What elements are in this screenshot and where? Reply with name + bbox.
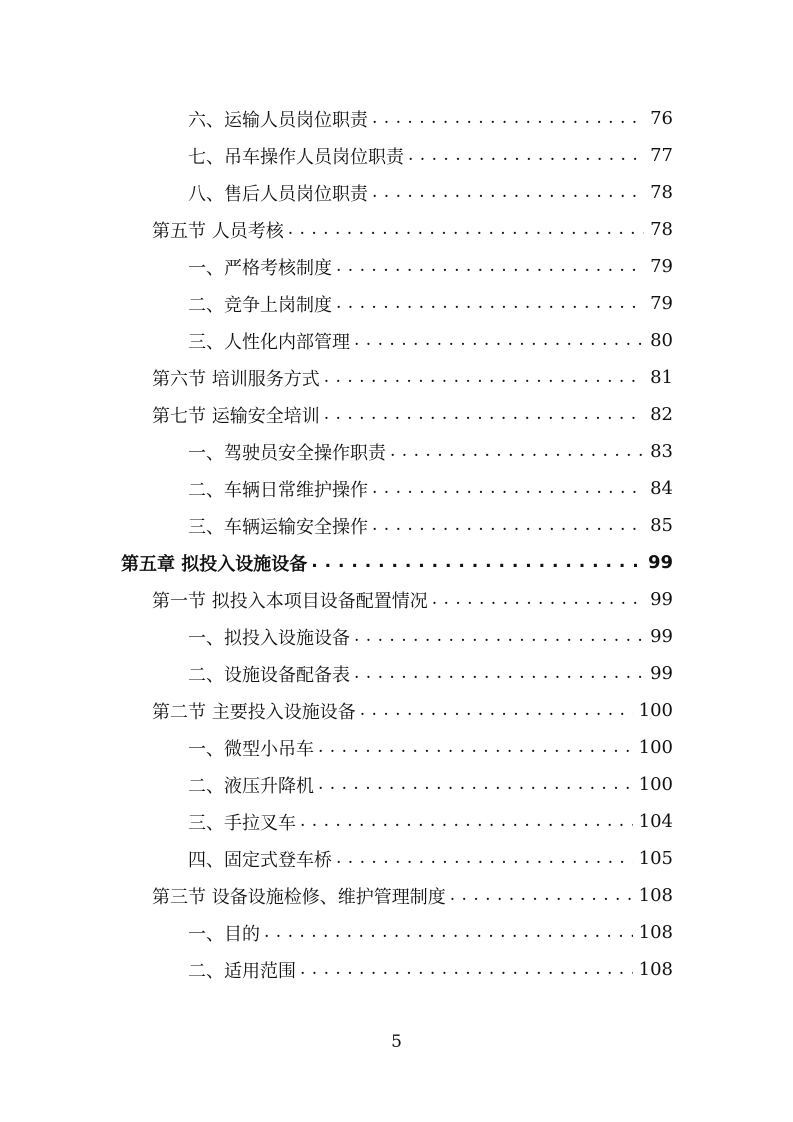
toc-entry[interactable]	[188, 840, 673, 877]
toc-entry-page: 100	[638, 700, 673, 721]
toc-entry[interactable]	[188, 766, 673, 803]
toc-entry-page: 78	[650, 182, 673, 203]
toc-entry[interactable]	[188, 655, 673, 692]
toc-leader-dots	[360, 701, 633, 721]
toc-entry-page: 78	[650, 219, 673, 240]
toc-entry[interactable]	[188, 914, 673, 951]
toc-leader-dots	[324, 368, 644, 388]
toc-entry-page: 79	[650, 256, 673, 277]
toc-leader-dots	[390, 442, 644, 462]
toc-chapter-entry[interactable]	[121, 544, 673, 581]
toc-leader-dots	[336, 294, 644, 314]
toc-leader-dots	[311, 553, 642, 573]
toc-entry[interactable]	[152, 581, 673, 618]
toc-entry-page: 100	[638, 737, 673, 758]
toc-leader-dots	[450, 886, 633, 906]
toc-entry-title: 一、目的	[188, 923, 260, 945]
toc-entry-title: 六、运输人员岗位职责	[188, 109, 368, 131]
toc-leader-dots	[288, 220, 644, 240]
toc-entry[interactable]	[152, 359, 673, 396]
toc-entry-page: 108	[638, 885, 673, 906]
toc-entry[interactable]	[188, 507, 673, 544]
toc-entry-title: 第二节 主要投入设施设备	[152, 701, 356, 723]
toc-entry[interactable]	[152, 396, 673, 433]
toc-entry-title: 第六节 培训服务方式	[152, 368, 320, 390]
toc-entry[interactable]	[152, 877, 673, 914]
toc-entry-page: 79	[650, 293, 673, 314]
toc-entry-page: 99	[647, 552, 673, 573]
toc-entry[interactable]	[188, 433, 673, 470]
toc-leader-dots	[264, 923, 633, 943]
toc-leader-dots	[408, 146, 644, 166]
toc-entry-title: 第三节 设备设施检修、维护管理制度	[152, 886, 446, 908]
toc-leader-dots	[354, 627, 644, 647]
toc-entry-title: 二、液压升降机	[188, 775, 314, 797]
toc-leader-dots	[336, 849, 633, 869]
toc-entry-title: 一、驾驶员安全操作职责	[188, 442, 386, 464]
toc-leader-dots	[318, 775, 633, 795]
toc-entry-title: 第一节 拟投入本项目设备配置情况	[152, 590, 428, 612]
toc-entry-title: 一、严格考核制度	[188, 257, 332, 279]
toc-entry-title: 七、吊车操作人员岗位职责	[188, 146, 404, 168]
toc-entry[interactable]	[188, 137, 673, 174]
toc-leader-dots	[300, 812, 633, 832]
toc-entry[interactable]	[152, 692, 673, 729]
toc-leader-dots	[432, 590, 644, 610]
toc-leader-dots	[300, 960, 633, 980]
toc-leader-dots	[372, 183, 644, 203]
toc-entry-page: 82	[650, 404, 673, 425]
toc-entry[interactable]	[188, 322, 673, 359]
toc-entry-page: 104	[638, 811, 673, 832]
toc-entry-title: 二、设施设备配备表	[188, 664, 350, 686]
toc-leader-dots	[354, 331, 644, 351]
toc-entry-page: 81	[650, 367, 673, 388]
toc-entry[interactable]	[188, 803, 673, 840]
toc-leader-dots	[324, 405, 644, 425]
toc-entry[interactable]	[188, 100, 673, 137]
toc-entry-title: 第七节 运输安全培训	[152, 405, 320, 427]
toc-entry-page: 99	[650, 589, 673, 610]
toc-entry-page: 108	[638, 959, 673, 980]
toc-entry-page: 77	[650, 145, 673, 166]
toc-entry[interactable]	[188, 729, 673, 766]
toc-entry-title: 二、适用范围	[188, 960, 296, 982]
toc-entry-title: 二、竞争上岗制度	[188, 294, 332, 316]
toc-entry-page: 83	[650, 441, 673, 462]
toc-leader-dots	[372, 516, 644, 536]
toc-entry-title: 第五节 人员考核	[152, 220, 284, 242]
toc-entry-title: 四、固定式登车桥	[188, 849, 332, 871]
toc-entry-page: 108	[638, 922, 673, 943]
toc-entry[interactable]	[188, 174, 673, 211]
toc-entry-title: 八、售后人员岗位职责	[188, 183, 368, 205]
toc-entry[interactable]	[188, 285, 673, 322]
toc-entry-title: 二、车辆日常维护操作	[188, 479, 368, 501]
toc-leader-dots	[318, 738, 633, 758]
toc-entry-title: 一、微型小吊车	[188, 738, 314, 760]
toc-entry-page: 99	[650, 663, 673, 684]
toc-entry-page: 76	[650, 108, 673, 129]
toc-entry[interactable]	[188, 248, 673, 285]
toc-entry-page: 80	[650, 330, 673, 351]
toc-leader-dots	[372, 109, 644, 129]
toc-entry-title: 三、人性化内部管理	[188, 331, 350, 353]
toc-entry-page: 85	[650, 515, 673, 536]
toc-entry[interactable]	[188, 470, 673, 507]
page-number: 5	[391, 1032, 402, 1052]
toc-entry[interactable]	[188, 951, 673, 988]
toc-entry[interactable]	[188, 618, 673, 655]
toc-leader-dots	[372, 479, 644, 499]
toc-entry-title: 三、手拉叉车	[188, 812, 296, 834]
toc-entry-page: 84	[650, 478, 673, 499]
toc-entry-title: 三、车辆运输安全操作	[188, 516, 368, 538]
toc-leader-dots	[354, 664, 644, 684]
toc-entry[interactable]	[152, 211, 673, 248]
toc-entry-title: 一、拟投入设施设备	[188, 627, 350, 649]
toc-entry-page: 105	[638, 848, 673, 869]
toc-entry-page: 100	[638, 774, 673, 795]
toc-entry-page: 99	[650, 626, 673, 647]
toc-leader-dots	[336, 257, 644, 277]
toc-entry-title: 第五章 拟投入设施设备	[121, 553, 308, 575]
